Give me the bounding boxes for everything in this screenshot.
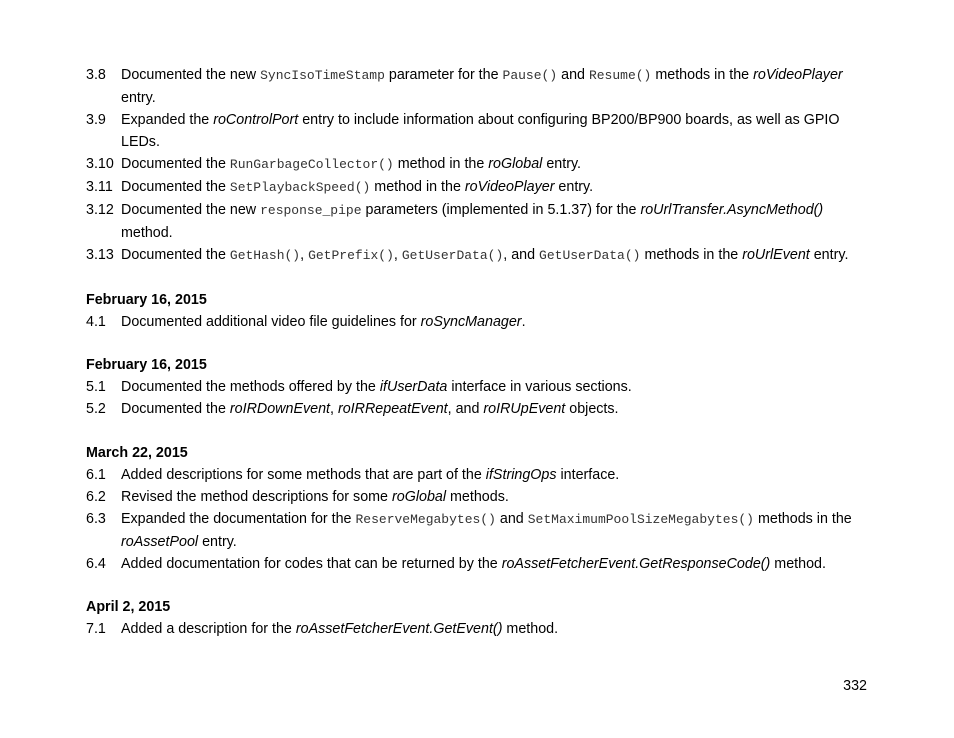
text-run: entry. — [554, 179, 594, 195]
text-run: . — [521, 313, 526, 330]
entry-number: 6.3 — [86, 510, 106, 527]
entry-text — [121, 202, 823, 241]
object-name: roSyncManager — [420, 313, 522, 330]
object-name: ifStringOps — [485, 466, 557, 483]
revision-entry — [86, 486, 876, 508]
entry-text — [121, 489, 509, 505]
text-run: interface. — [556, 466, 620, 483]
revision-section — [86, 333, 876, 421]
text-run: method. — [121, 225, 173, 241]
revision-entry — [86, 311, 876, 333]
text-run: methods in the — [651, 67, 754, 83]
revision-section — [86, 420, 876, 575]
entry-number: 3.8 — [86, 67, 106, 83]
revision-section — [86, 575, 876, 641]
revision-entry — [86, 376, 876, 398]
object-name: roVideoPlayer — [464, 179, 555, 195]
entry-number: 6.4 — [86, 555, 106, 572]
object-name: roUrlEvent — [742, 247, 810, 263]
entry-number: 6.2 — [86, 488, 106, 505]
text-run: method in the — [370, 179, 465, 195]
entry-text — [121, 179, 593, 195]
object-name: roIRUpEvent — [483, 401, 566, 417]
code-identifier: SetPlaybackSpeed() — [229, 180, 371, 195]
section-gap — [86, 575, 876, 597]
text-run: Revised the method descriptions for some — [121, 488, 392, 505]
code-identifier: GetUserData() — [539, 248, 641, 263]
entry-number: 3.11 — [86, 179, 113, 195]
text-run: and — [557, 67, 589, 83]
text-run: parameters (implemented in 5.1.37) for the — [361, 202, 641, 218]
text-run: interface in various sections. — [447, 379, 632, 395]
entry-number: 3.9 — [86, 112, 106, 128]
object-name: roGlobal — [391, 488, 447, 505]
text-run: objects. — [565, 401, 619, 417]
code-identifier: SetMaximumPoolSizeMegabytes() — [527, 511, 754, 527]
entry-number: 4.1 — [86, 313, 106, 330]
text-run: Added a description for the — [121, 621, 296, 637]
text-run: method in the — [393, 156, 489, 172]
object-name: roControlPort — [213, 112, 299, 128]
revision-entry — [86, 64, 876, 109]
section-date: February 16, 2015 — [86, 357, 207, 373]
entry-number: 5.2 — [86, 401, 106, 417]
revision-entry — [86, 176, 876, 199]
text-run: , and — [447, 401, 484, 417]
object-name: roAssetFetcherEvent.GetEvent() — [295, 621, 503, 637]
revision-entry — [86, 244, 876, 267]
entry-text — [121, 156, 581, 172]
text-run: methods in the — [753, 510, 852, 527]
revision-entry — [86, 508, 876, 553]
entry-number: 3.12 — [86, 202, 114, 218]
entry-text — [121, 247, 848, 263]
entry-text — [121, 67, 843, 106]
text-run: , — [393, 247, 402, 263]
text-run: method. — [770, 555, 826, 572]
entry-number: 3.13 — [86, 247, 114, 263]
revision-entry — [86, 464, 876, 486]
text-run: and — [495, 510, 528, 527]
code-identifier: RunGarbageCollector() — [229, 157, 394, 172]
text-run: , — [300, 247, 309, 263]
object-name: roUrlTransfer.AsyncMethod() — [640, 202, 824, 218]
entry-text — [121, 379, 632, 395]
revision-entry — [86, 398, 876, 420]
revision-entry — [86, 109, 876, 153]
object-name: roGlobal — [488, 156, 543, 172]
text-run: Documented the new — [121, 202, 261, 218]
text-run: , — [330, 401, 338, 417]
object-name: roIRRepeatEvent — [337, 401, 448, 417]
text-run: Added descriptions for some methods that are part of the — [121, 466, 486, 483]
text-run: methods. — [446, 488, 509, 505]
text-run: entry to include information about configuring BP200/BP900 boards, as well as GPIO LEDs. — [121, 112, 840, 150]
text-run: entry. — [121, 90, 156, 106]
object-name: roAssetFetcherEvent.GetResponseCode() — [501, 555, 771, 572]
code-identifier: ReserveMegabytes() — [355, 511, 496, 527]
entry-text — [121, 112, 839, 150]
page-number: 332 — [843, 678, 867, 694]
text-run: methods in the — [640, 247, 743, 263]
code-identifier: GetPrefix() — [308, 248, 394, 263]
entry-text — [121, 401, 619, 417]
object-name: roAssetPool — [121, 533, 199, 550]
text-run: , and — [503, 247, 540, 263]
entry-number: 6.1 — [86, 466, 106, 483]
revision-entry — [86, 618, 876, 640]
revision-entry — [86, 199, 876, 244]
text-run: Documented the — [121, 156, 230, 172]
text-run: method. — [502, 621, 559, 637]
code-identifier: Resume() — [588, 68, 652, 83]
revision-section — [86, 64, 876, 267]
code-identifier: SyncIsoTimeStamp — [260, 68, 385, 83]
text-run: Documented additional video file guidelines for — [121, 313, 421, 330]
text-run: Documented the — [121, 247, 230, 263]
revision-section — [86, 267, 876, 333]
text-run: entry. — [542, 156, 582, 172]
entry-text — [121, 314, 526, 330]
entry-number: 5.1 — [86, 379, 106, 395]
text-run: parameter for the — [384, 67, 503, 83]
revision-history — [86, 64, 876, 640]
text-run: Expanded the documentation for the — [121, 510, 356, 527]
object-name: roVideoPlayer — [753, 67, 843, 83]
text-run: Documented the — [121, 401, 230, 417]
text-run: Documented the — [121, 179, 230, 195]
section-gap — [86, 420, 876, 442]
code-identifier: GetUserData() — [401, 248, 504, 263]
entry-text — [121, 556, 826, 572]
text-run: entry. — [809, 247, 849, 263]
section-date: February 16, 2015 — [86, 291, 207, 308]
entry-text — [121, 467, 619, 483]
text-run: Added documentation for codes that can be returned by the — [121, 555, 502, 572]
code-identifier: Pause() — [502, 68, 558, 83]
text-run: entry. — [198, 533, 237, 550]
section-date: March 22, 2015 — [86, 444, 188, 461]
entry-text — [121, 621, 558, 637]
section-date: April 2, 2015 — [86, 599, 171, 615]
revision-entry — [86, 153, 876, 176]
text-run: Documented the methods offered by the — [121, 379, 380, 395]
object-name: roIRDownEvent — [229, 401, 331, 417]
object-name: ifUserData — [379, 379, 448, 395]
section-gap — [86, 267, 876, 289]
section-gap — [86, 333, 876, 355]
text-run: Documented the new — [121, 67, 261, 83]
entry-number: 7.1 — [86, 621, 106, 637]
revision-entry — [86, 553, 876, 575]
code-identifier: response_pipe — [260, 203, 362, 218]
text-run: Expanded the — [121, 112, 214, 128]
entry-number: 3.10 — [86, 156, 114, 172]
entry-text — [121, 511, 852, 550]
code-identifier: GetHash() — [229, 248, 301, 263]
